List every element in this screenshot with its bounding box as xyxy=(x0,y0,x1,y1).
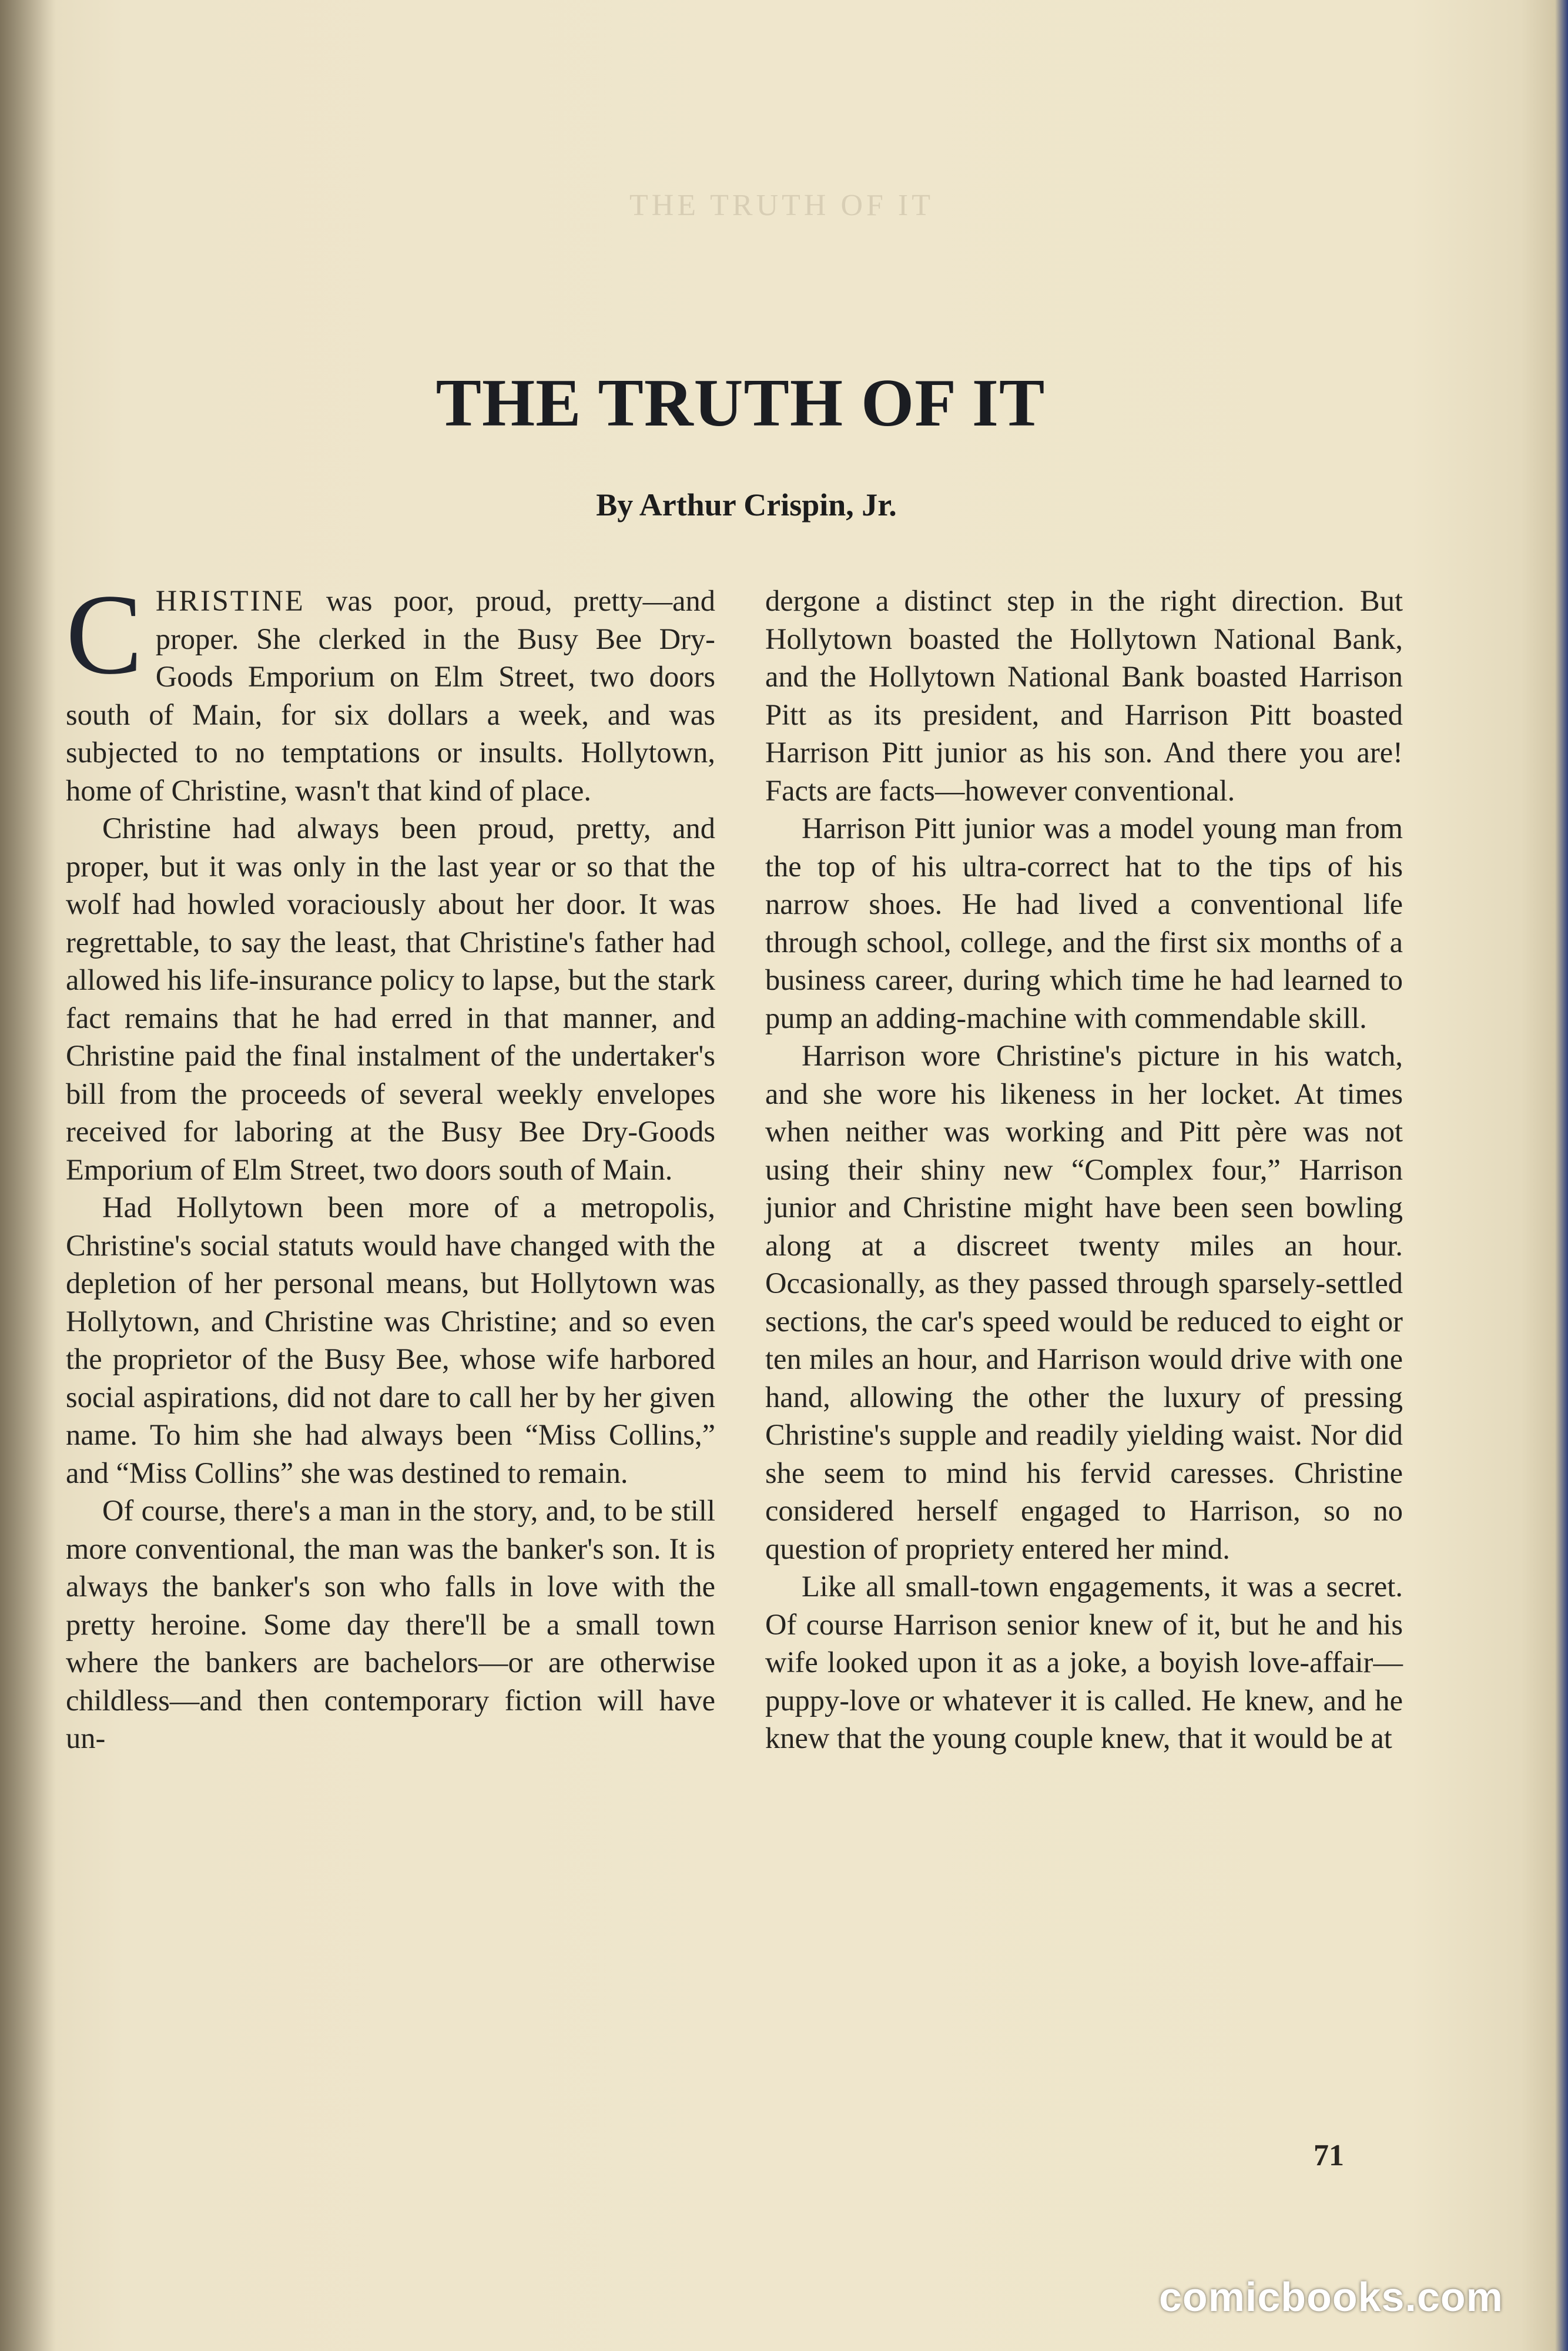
paragraph: Of course, there's a man in the story, and, to be still more conventional, the man was the banker's son. It is always the banker's son who falls in love with the pretty heroine. Some day there'll be a small town where the bankers are bachelors—or are otherwise childless—and then contemporary fiction will have un- xyxy=(66,1494,715,1754)
right-column xyxy=(765,582,1403,1757)
paragraph-text: was poor, proud, pretty—and proper. She clerked in the Busy Bee Dry-Goods Emporium on Elm Street, two doors south of Main, for six dollars a week, and was subjected to no temptations or insults. Hollytown, home of Christine, wasn't that kind of place. xyxy=(66,584,715,807)
drop-cap: C xyxy=(66,571,143,698)
watermark: comicbooks.com xyxy=(1159,2274,1503,2320)
paragraph: Had Hollytown been more of a metropolis, Christine's social statuts would have changed with the depletion of her personal means, but Hollytown was Hollytown, and Christine was Christine; and so even the proprietor of the Busy Bee, whose wife harbored social aspirations, did not dare to call her by her given name. To him she had always been “Miss Collins,” and “Miss Collins” she was destined to remain. xyxy=(66,1191,715,1489)
byline: By Arthur Crispin, Jr. xyxy=(596,487,897,523)
paragraph: Like all small-town engagements, it was a secret. Of course Harrison senior knew of it, but he and his wife looked upon it as a joke, a boyish love-affair—puppy-love or whatever it is called. He knew, and he knew that the young couple knew, that it would be at xyxy=(765,1570,1403,1754)
lead-word: HRISTINE xyxy=(155,584,305,617)
cover-edge xyxy=(1555,0,1568,2351)
binding-shadow xyxy=(0,0,56,2351)
paragraph: Harrison wore Christine's picture in his watch, and she wore his likeness in her locket. At times when neither was working and Pitt père was not using their shiny new “Complex four,” Harrison junior and Christine might have been seen bowling along at a discreet twenty miles an hour. Occasionally, as they passed through sparsely-settled sections, the car's speed would be reduced to eight or ten miles an hour, and Harrison would drive with one hand, allowing the other the luxury of pressing Christine's supple and readily yielding waist. Nor did she seem to mind his fervid caresses. Christine considered herself engaged to Harrison, so no question of propriety entered her mind. xyxy=(765,1039,1403,1565)
left-column xyxy=(66,571,715,1757)
paragraph: Harrison Pitt junior was a model young man from the top of his ultra-correct hat to the tips of his narrow shoes. He had lived a conventional life through school, college, and the first six months of a business career, during which time he had learned to pump an adding-machine with commendable skill. xyxy=(765,812,1403,1034)
page-number: 71 xyxy=(1314,2139,1344,2172)
paragraph: dergone a distinct step in the right direction. But Hollytown boasted the Hollytown National Bank, and the Hollytown National Bank boasted Harrison Pitt as its president, and Harrison Pitt boasted Harrison Pitt junior as his son. And there you are! Facts are facts—however conventional. xyxy=(765,584,1403,807)
paragraph xyxy=(66,571,715,809)
bleed-through-header: THE TRUTH OF IT xyxy=(629,189,934,222)
paragraph: Christine had always been proud, pretty, and proper, but it was only in the last year or so that the wolf had howled voraciously about her door. It was regrettable, to say the least, that Christine's father had allowed his life-insurance policy to lapse, but the stark fact remains that he had erred in that manner, and Christine paid the final instalment of the undertaker's bill from the proceeds of several weekly envelopes received for laboring at the Busy Bee Dry-Goods Emporium of Elm Street, two doors south of Main. xyxy=(66,812,715,1186)
story-title: THE TRUTH OF IT xyxy=(435,366,1046,441)
